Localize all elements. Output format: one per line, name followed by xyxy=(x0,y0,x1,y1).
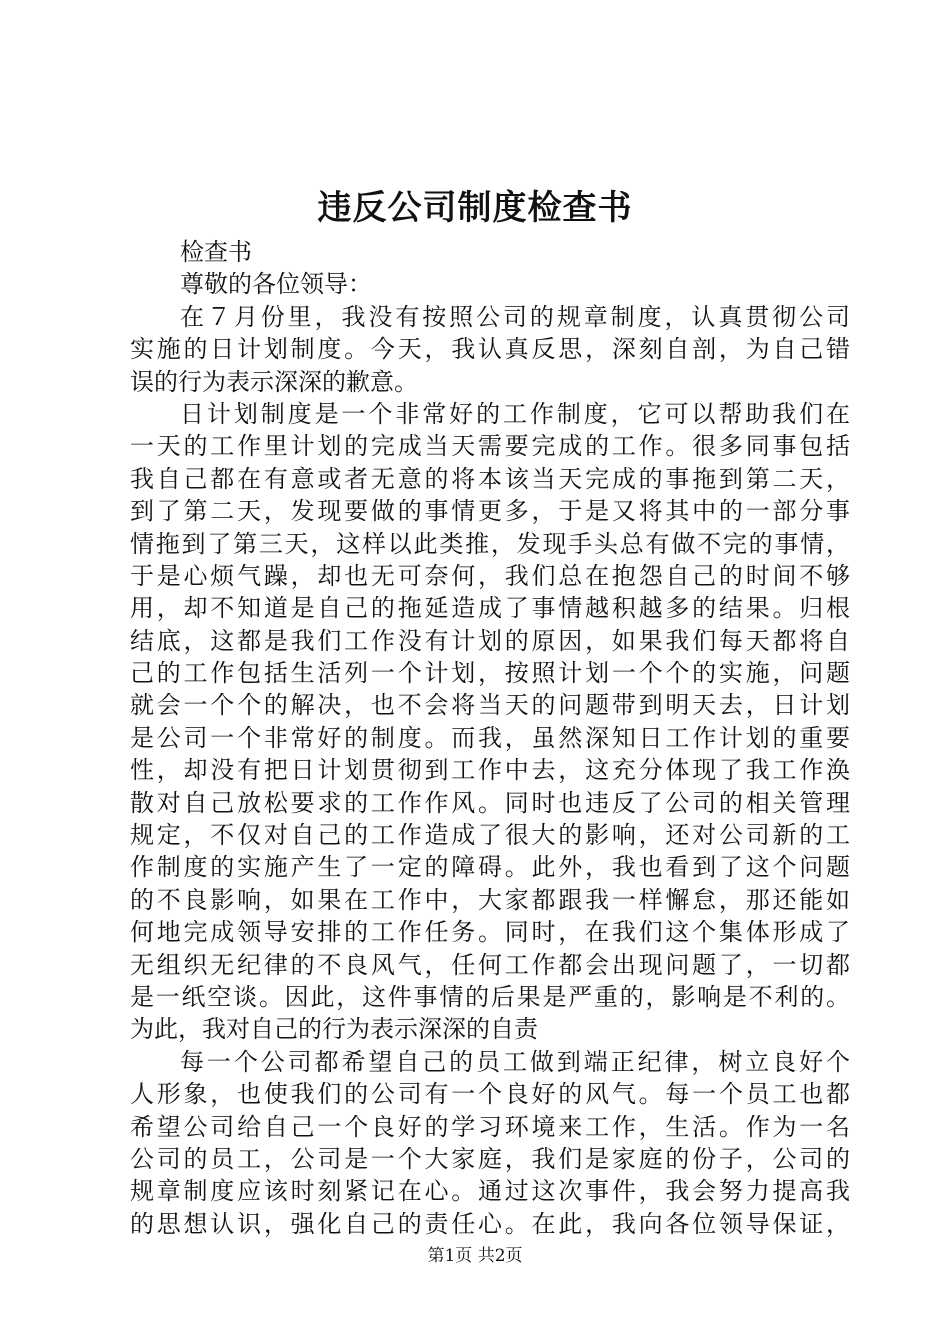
text-line: 公司的员工，公司是一个大家庭，我们是家庭的份子，公司的 xyxy=(130,1144,850,1173)
text-line: 误的行为表示深深的歉意。 xyxy=(130,367,418,396)
text-line: 是一纸空谈。因此，这件事情的后果是严重的，影响是不利的。 xyxy=(130,982,850,1011)
text-line: 尊敬的各位领导： xyxy=(180,270,372,299)
text-line: 在７月份里，我没有按照公司的规章制度，认真贯彻公司 xyxy=(180,302,850,331)
text-line: 规定，不仅对自己的工作造成了很大的影响，还对公司新的工 xyxy=(130,821,850,850)
text-line: 于是心烦气躁，却也无可奈何，我们总在抱怨自己的时间不够 xyxy=(130,561,850,590)
document-body xyxy=(130,236,850,1240)
text-line: 性，却没有把日计划贯彻到工作中去，这充分体现了我工作涣 xyxy=(130,756,850,785)
text-line: 每一个公司都希望自己的员工做到端正纪律，树立良好个 xyxy=(180,1047,850,1076)
page-footer: 第1页 共2页 xyxy=(427,1246,523,1266)
text-line: 规章制度应该时刻紧记在心。通过这次事件，我会努力提高我 xyxy=(130,1177,850,1206)
text-line: 是公司一个非常好的制度。而我，虽然深知日工作计划的重要 xyxy=(130,723,850,752)
text-line: 无组织无纪律的不良风气，任何工作都会出现问题了，一切都 xyxy=(130,950,850,979)
text-line: 希望公司给自己一个良好的学习环境来工作，生活。作为一名 xyxy=(130,1112,850,1141)
text-line: 的不良影响，如果在工作中，大家都跟我一样懈怠，那还能如 xyxy=(130,885,850,914)
text-line: 检查书 xyxy=(180,238,252,266)
text-line: 己的工作包括生活列一个计划，按照计划一个个的实施，问题 xyxy=(130,659,850,688)
text-line: 日计划制度是一个非常好的工作制度，它可以帮助我们在 xyxy=(180,399,850,428)
text-line: 何地完成领导安排的工作任务。同时，在我们这个集体形成了 xyxy=(130,918,850,947)
text-line: 就会一个个的解决，也不会将当天的问题带到明天去，日计划 xyxy=(130,691,850,720)
document-title: 违反公司制度检查书 xyxy=(317,188,633,228)
text-line: 到了第二天，发现要做的事情更多，于是又将其中的一部分事 xyxy=(130,497,850,526)
text-line: 作制度的实施产生了一定的障碍。此外，我也看到了这个问题 xyxy=(130,853,850,882)
text-line: 结底，这都是我们工作没有计划的原因，如果我们每天都将自 xyxy=(130,626,850,655)
text-line: 人形象，也使我们的公司有一个良好的风气。每一个员工也都 xyxy=(130,1080,850,1109)
text-line: 散对自己放松要求的工作作风。同时也违反了公司的相关管理 xyxy=(130,788,850,817)
text-line: 我自己都在有意或者无意的将本该当天完成的事拖到第二天， xyxy=(130,464,850,493)
text-line: 一天的工作里计划的完成当天需要完成的工作。很多同事包括 xyxy=(130,432,850,461)
text-line: 的思想认识，强化自己的责任心。在此，我向各位领导保证， xyxy=(130,1209,850,1238)
text-line: 为此，我对自己的行为表示深深的自责 xyxy=(130,1015,538,1044)
text-line: 实施的日计划制度。今天，我认真反思，深刻自剖，为自己错 xyxy=(130,335,850,364)
text-line: 情拖到了第三天，这样以此类推，发现手头总有做不完的事情， xyxy=(130,529,850,558)
text-line: 用，却不知道是自己的拖延造成了事情越积越多的结果。归根 xyxy=(130,594,850,623)
